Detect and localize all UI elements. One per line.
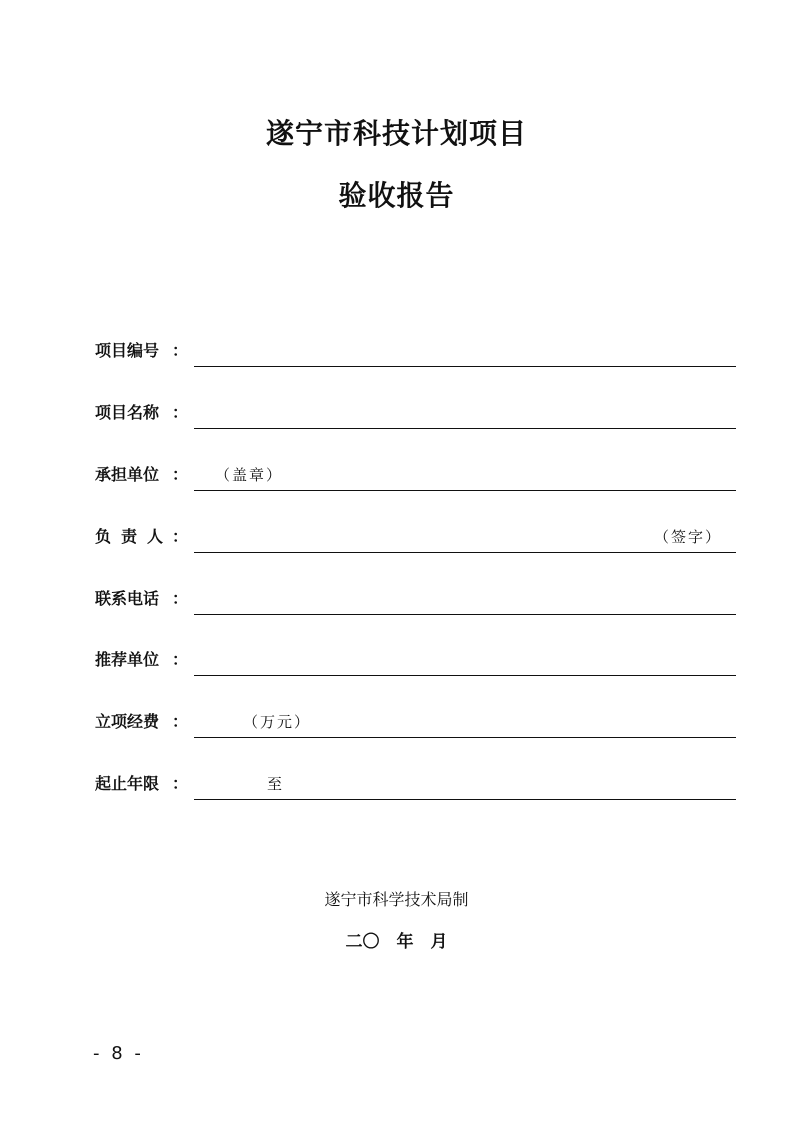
issuing-organization: 遂宁市科学技术局制 — [324, 890, 469, 909]
signature-note: （签字） — [654, 528, 723, 546]
project-name-line[interactable] — [194, 428, 736, 429]
seal-note: （盖章） — [215, 466, 284, 484]
page-number: - 8 - — [93, 1043, 144, 1064]
field-label: 推荐单位 — [95, 650, 160, 669]
field-colon: ： — [172, 403, 189, 422]
project-funding-line[interactable] — [194, 737, 736, 738]
document-title-line1: 遂宁市科技计划项目 — [265, 117, 527, 150]
field-colon: ： — [172, 465, 189, 484]
recommending-unit-line[interactable] — [194, 675, 736, 676]
field-project-number — [0, 327, 793, 367]
field-project-name — [0, 389, 793, 429]
field-colon: ： — [172, 589, 189, 608]
field-colon: ： — [172, 712, 189, 731]
field-person-in-charge — [0, 513, 793, 553]
project-number-line[interactable] — [194, 366, 736, 367]
person-in-charge-line[interactable] — [194, 552, 736, 553]
field-project-period — [0, 760, 793, 800]
field-colon: ： — [172, 527, 189, 546]
field-label: 承担单位 — [95, 465, 160, 484]
field-colon: ： — [172, 341, 189, 360]
field-recommending-unit — [0, 636, 793, 676]
field-label: 项目名称 — [95, 403, 160, 422]
undertaking-unit-line[interactable] — [194, 490, 736, 491]
field-colon: ： — [172, 774, 189, 793]
field-contact-phone — [0, 575, 793, 615]
field-colon: ： — [172, 650, 189, 669]
field-project-funding — [0, 698, 793, 738]
field-undertaking-unit — [0, 451, 793, 491]
field-label: 立项经费 — [95, 712, 160, 731]
field-label: 负责人 — [95, 527, 174, 546]
document-title-line2: 验收报告 — [338, 179, 455, 212]
project-period-line[interactable] — [194, 799, 736, 800]
field-label: 项目编号 — [95, 341, 160, 360]
period-to-note: 至 — [267, 775, 285, 793]
field-label: 起止年限 — [95, 774, 160, 793]
funding-unit-note: （万元） — [243, 713, 312, 731]
issue-date: 二〇 年 月 — [345, 932, 448, 952]
field-label: 联系电话 — [95, 589, 160, 608]
contact-phone-line[interactable] — [194, 614, 736, 615]
